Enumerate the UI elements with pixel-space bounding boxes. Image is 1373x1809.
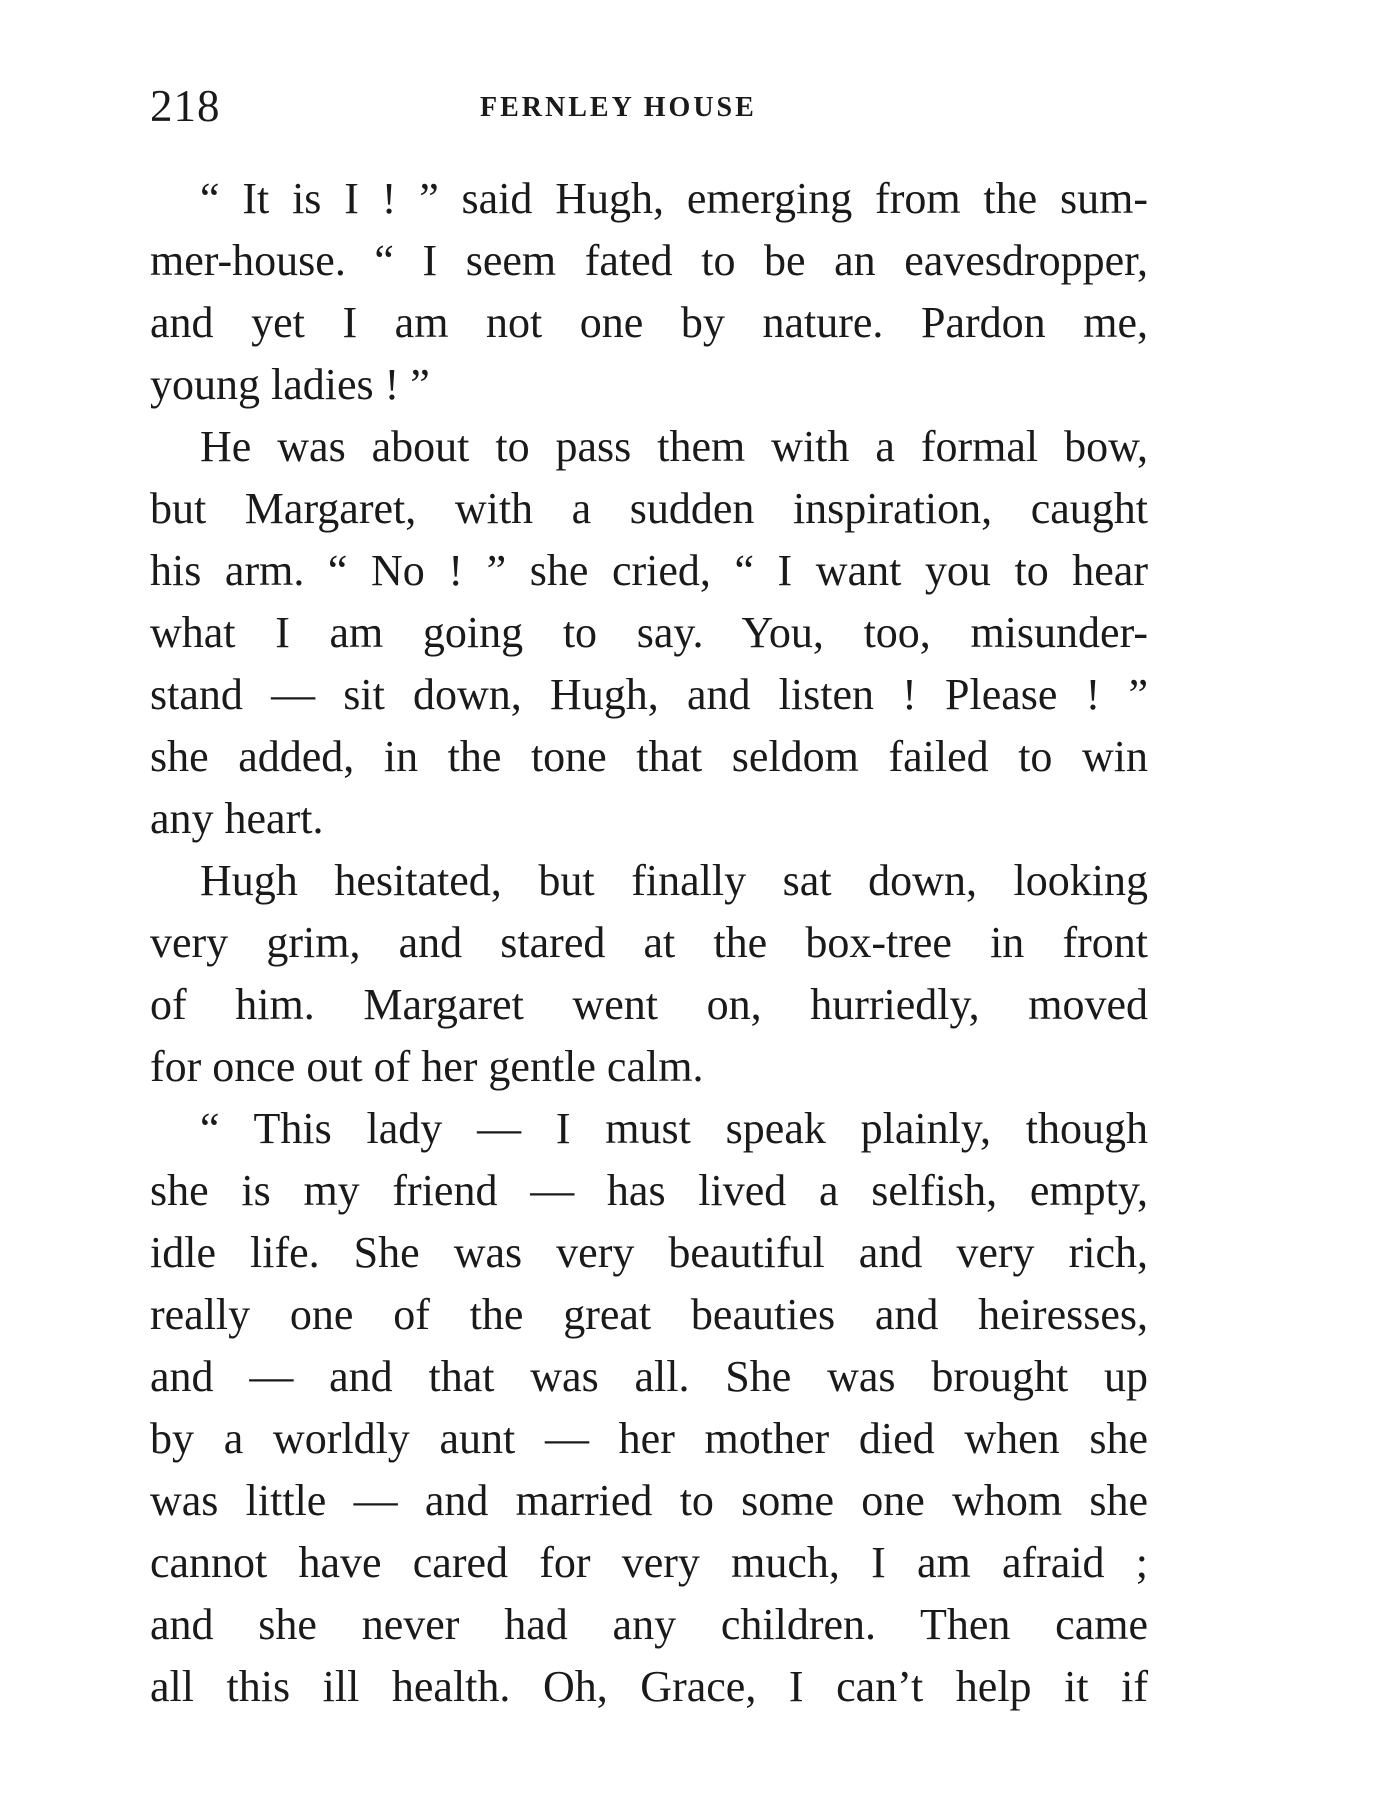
running-head bbox=[150, 78, 1150, 138]
text-line: stand — sit down, Hugh, and listen ! Please ! ” bbox=[150, 670, 1148, 719]
paragraph-4 bbox=[150, 1098, 1148, 1718]
running-title: FERNLEY HOUSE bbox=[480, 92, 757, 123]
text-line: for once out of her gentle calm. bbox=[150, 1042, 704, 1091]
text-line: and she never had any children. Then came bbox=[150, 1600, 1148, 1649]
paragraph-2 bbox=[150, 416, 1148, 850]
text-line: she added, in the tone that seldom failed to win bbox=[150, 732, 1148, 781]
text-line: his arm. “ No ! ” she cried, “ I want you to hear bbox=[150, 546, 1148, 595]
text-line: what I am going to say. You, too, misunder- bbox=[150, 608, 1148, 657]
body-text bbox=[150, 168, 1148, 1718]
text-line: very grim, and stared at the box-tree in front bbox=[150, 918, 1148, 967]
text-line: young ladies ! ” bbox=[150, 360, 430, 409]
text-line: cannot have cared for very much, I am afraid ; bbox=[150, 1538, 1148, 1587]
text-line: and — and that was all. She was brought up bbox=[150, 1352, 1148, 1401]
text-line: idle life. She was very beautiful and very rich, bbox=[150, 1228, 1148, 1277]
text-line: of him. Margaret went on, hurriedly, moved bbox=[150, 980, 1148, 1029]
paragraph-1 bbox=[150, 168, 1148, 416]
text-line: all this ill health. Oh, Grace, I can’t help it if bbox=[150, 1662, 1148, 1711]
text-line: was little — and married to some one whom she bbox=[150, 1476, 1148, 1525]
text-line: by a worldly aunt — her mother died when she bbox=[150, 1414, 1148, 1463]
text-line: and yet I am not one by nature. Pardon me, bbox=[150, 298, 1148, 347]
text-line: mer-house. “ I seem fated to be an eavesdropper, bbox=[150, 236, 1148, 285]
text-line: but Margaret, with a sudden inspiration, caught bbox=[150, 484, 1148, 533]
text-line: any heart. bbox=[150, 794, 324, 843]
text-line: “ It is I ! ” said Hugh, emerging from the sum- bbox=[200, 174, 1148, 223]
text-line: “ This lady — I must speak plainly, though bbox=[200, 1104, 1148, 1153]
paragraph-3 bbox=[150, 850, 1148, 1098]
text-line: Hugh hesitated, but finally sat down, looking bbox=[200, 856, 1148, 905]
text-line: she is my friend — has lived a selfish, empty, bbox=[150, 1166, 1148, 1215]
text-line: He was about to pass them with a formal bow, bbox=[200, 422, 1148, 471]
text-line: really one of the great beauties and heiresses, bbox=[150, 1290, 1148, 1339]
page-number: 218 bbox=[150, 81, 221, 131]
